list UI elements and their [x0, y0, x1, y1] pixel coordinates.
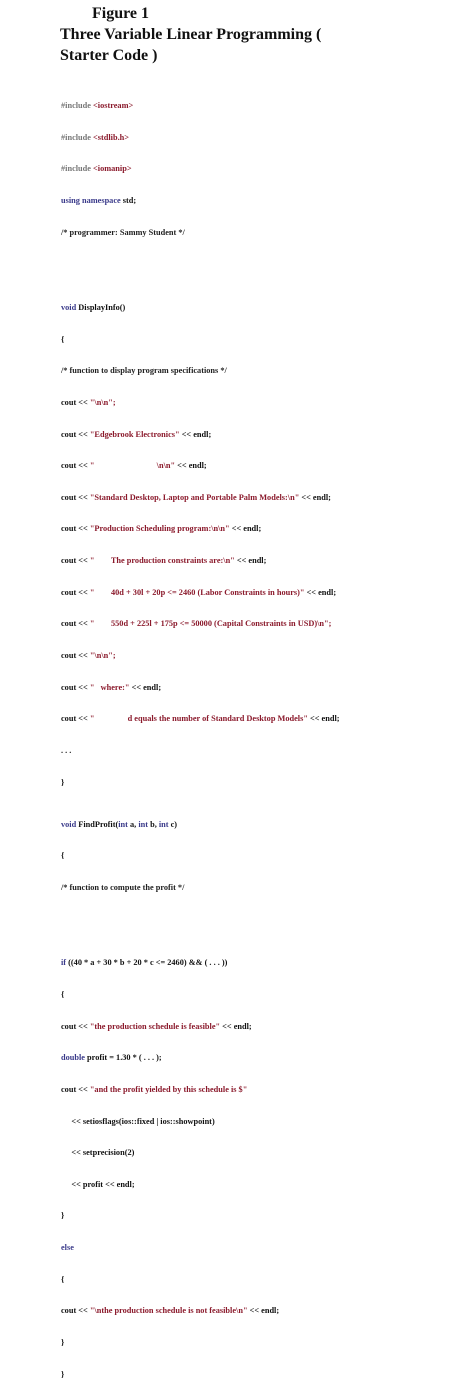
code-line-brace: } — [61, 1337, 65, 1347]
code-line-brace: { — [61, 851, 65, 861]
code-line-cout: cout << "and the profit yielded by this schedule is $" — [61, 1084, 248, 1094]
code-line-cout: cout << " where:" << endl; — [61, 682, 162, 692]
code-line-brace: { — [61, 989, 65, 999]
figure-heading: Three Variable Linear Programming ( — [60, 26, 322, 43]
code-line-ellipsis: . . . — [61, 745, 72, 755]
code-line-cout: cout << " 550d + 225l + 175p <= 50000 (Capital Constraints in USD)\n"; — [61, 619, 332, 629]
code-line-brace: } — [61, 1211, 65, 1221]
code-line-if: if ((40 * a + 30 * b + 20 * c <= 2460) && ( . . . )) — [61, 958, 228, 968]
code-line-cout: cout << " The production constraints are:\n" << endl; — [61, 556, 267, 566]
code-line-brace: { — [61, 334, 65, 344]
code-line-brace: } — [61, 1369, 65, 1379]
figure-label: Figure 1 — [92, 5, 150, 22]
code-line-profit-endl: << profit << endl; — [61, 1179, 135, 1189]
figure-title — [60, 3, 470, 66]
code-line-cout: cout << " 40d + 30l + 20p <= 2460 (Labor Constraints in hours)" << endl; — [61, 587, 337, 597]
code-line-findprofit-signature: void FindProfit(int a, int b, int c) — [61, 819, 178, 829]
code-line-cout: cout << " \n\n" << endl; — [61, 461, 207, 471]
code-line-setprecision: << setprecision(2) — [61, 1148, 135, 1158]
code-line-cout: cout << "Edgebrook Electronics" << endl; — [61, 429, 212, 439]
code-line-cout: cout << "Standard Desktop, Laptop and Portable Palm Models:\n" << endl; — [61, 492, 331, 502]
code-line-else: else — [61, 1243, 74, 1253]
code-line-cout: cout << " d equals the number of Standard Desktop Models" << endl; — [61, 714, 340, 724]
code-line-include-iomanip: #include <iomanip> — [61, 164, 132, 174]
code-line-cout: cout << "\nthe production schedule is not feasible\n" << endl; — [61, 1306, 280, 1316]
code-line-include-iostream: #include <iostream> — [61, 101, 134, 111]
code-line-cout: cout << "the production schedule is feasible" << endl; — [61, 1021, 252, 1031]
code-line-comment: /* function to compute the profit */ — [61, 883, 185, 893]
code-line-setiosflags: << setiosflags(ios::fixed | ios::showpoint) — [61, 1116, 215, 1126]
code-line-brace: { — [61, 1274, 65, 1284]
code-line-include-stdlib: #include <stdlib.h> — [61, 132, 130, 142]
figure-heading-continued: Starter Code ) — [60, 47, 158, 64]
code-line-displayinfo-signature: void DisplayInfo() — [61, 302, 126, 312]
code-listing — [61, 80, 471, 1391]
code-line-comment: /* function to display program specifications */ — [61, 366, 227, 376]
code-line-profit-decl: double profit = 1.30 * ( . . . ); — [61, 1053, 162, 1063]
code-line-using-namespace: using namespace std; — [61, 196, 137, 206]
code-line-cout: cout << "\n\n"; — [61, 650, 116, 660]
code-line-brace: } — [61, 777, 65, 787]
code-line-cout: cout << "\n\n"; — [61, 397, 116, 407]
code-line-programmer-comment: /* programmer: Sammy Student */ — [61, 227, 185, 237]
code-line-cout: cout << "Production Scheduling program:\n\n" << endl; — [61, 524, 262, 534]
